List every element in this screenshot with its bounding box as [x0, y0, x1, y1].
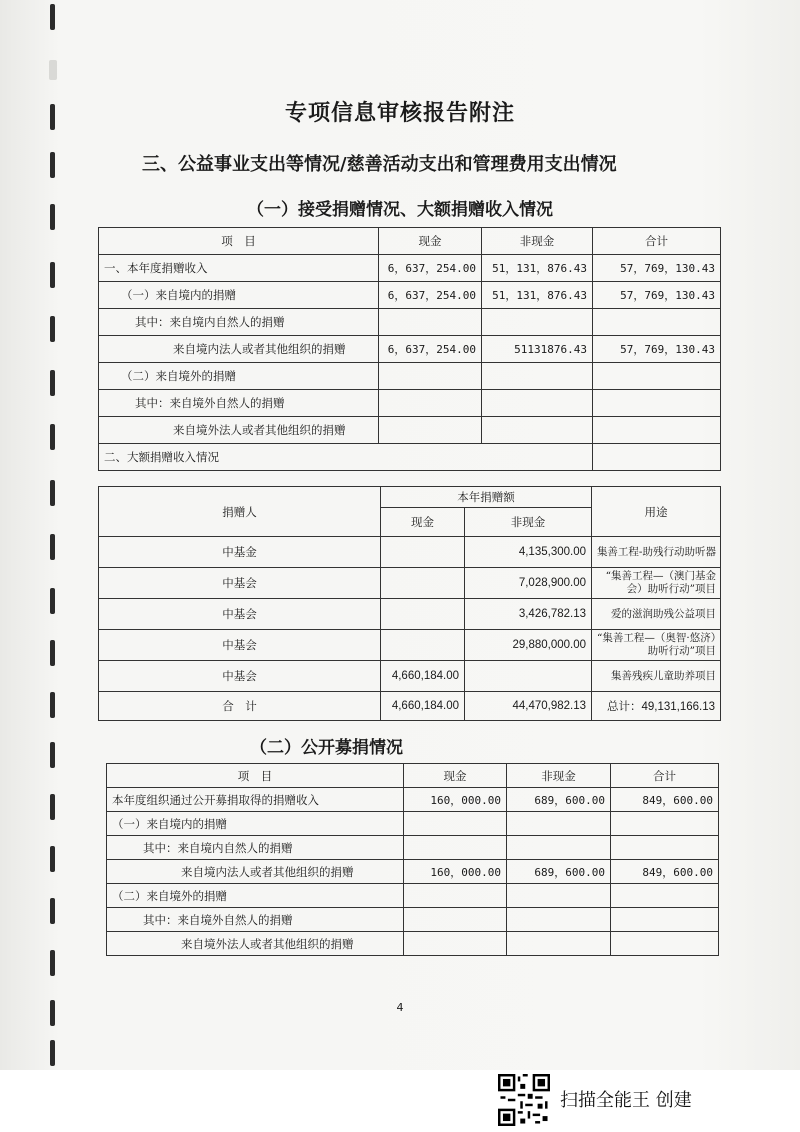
noncash-value: 3,426,782.13	[465, 599, 592, 630]
row-label: 来自境内法人或者其他组织的捐赠	[107, 860, 404, 884]
grand-total: 总计：49,131,166.13	[592, 692, 721, 721]
header-noncash: 非现金	[507, 764, 611, 788]
table-row	[99, 255, 721, 282]
row-label: 其中：来自境内自然人的捐赠	[99, 309, 379, 336]
table-row	[99, 417, 721, 444]
row-label: 来自境内法人或者其他组织的捐赠	[99, 336, 379, 363]
header-donor: 捐赠人	[99, 487, 381, 537]
header-use: 用途	[592, 487, 721, 537]
cash-value	[404, 836, 507, 860]
cash-value	[381, 599, 465, 630]
row-label: （一）来自境内的捐赠	[107, 812, 404, 836]
use-text: “集善工程—（奥智·悠济）助听行动”项目	[592, 630, 721, 661]
noncash-value: 4,135,300.00	[465, 537, 592, 568]
cash-value: 160，000.00	[404, 860, 507, 884]
noncash-value	[482, 309, 593, 336]
use-text: “集善工程—（澳门基金会）助听行动”项目	[592, 568, 721, 599]
noncash-value: 51131876.43	[482, 336, 593, 363]
table-row	[107, 884, 719, 908]
noncash-value	[507, 812, 611, 836]
large-donation-heading: 二、大额捐赠收入情况	[99, 444, 593, 471]
row-label: 其中：来自境内自然人的捐赠	[107, 836, 404, 860]
cash-value: 6，637，254.00	[379, 255, 482, 282]
cash-value	[379, 363, 482, 390]
total-value	[611, 836, 719, 860]
cash-value	[379, 417, 482, 444]
donor-name: 中基会	[99, 661, 381, 692]
cash-value	[404, 908, 507, 932]
noncash-value	[507, 884, 611, 908]
header-cash: 现金	[404, 764, 507, 788]
table-header-row	[99, 228, 721, 255]
header-total: 合计	[611, 764, 719, 788]
table-row	[107, 860, 719, 884]
table-row	[107, 908, 719, 932]
table-total-row	[99, 692, 721, 721]
noncash-value	[465, 661, 592, 692]
subsection-heading-donations: （一）接受捐赠情况、大额捐赠收入情况	[247, 200, 553, 220]
header-item: 项 目	[107, 764, 404, 788]
public-fundraising-table	[106, 763, 719, 956]
noncash-value	[482, 363, 593, 390]
table-row	[99, 630, 721, 661]
table-row	[99, 282, 721, 309]
table-header-row	[107, 764, 719, 788]
cash-value: 6，637，254.00	[379, 282, 482, 309]
total-value: 849，600.00	[611, 860, 719, 884]
total-value	[611, 812, 719, 836]
scanner-app-label: 扫描全能王 创建	[560, 1090, 692, 1111]
total-value: 57，769，130.43	[593, 255, 721, 282]
header-amount: 本年捐赠额	[381, 487, 592, 508]
cash-value	[381, 630, 465, 661]
table-row	[99, 599, 721, 630]
noncash-value: 7,028,900.00	[465, 568, 592, 599]
noncash-value: 51，131，876.43	[482, 255, 593, 282]
table-row	[99, 390, 721, 417]
row-label: （二）来自境外的捐赠	[107, 884, 404, 908]
table-row	[99, 309, 721, 336]
binding-holes	[44, 0, 64, 1070]
header-cash: 现金	[379, 228, 482, 255]
noncash-value: 689，600.00	[507, 788, 611, 812]
section-heading: 三、公益事业支出等情况/慈善活动支出和管理费用支出情况	[142, 154, 617, 175]
page-number: 4	[396, 1001, 404, 1014]
donor-name: 中基会	[99, 630, 381, 661]
subsection-heading-public-fundraising: （二）公开募捐情况	[250, 738, 403, 758]
page-title: 专项信息审核报告附注	[284, 101, 515, 126]
table-row	[107, 788, 719, 812]
row-label: （一）来自境内的捐赠	[99, 282, 379, 309]
total-value	[611, 932, 719, 956]
total-cash: 4,660,184.00	[381, 692, 465, 721]
total-value	[593, 363, 721, 390]
table-row	[107, 836, 719, 860]
row-label: 来自境外法人或者其他组织的捐赠	[107, 932, 404, 956]
total-value	[611, 884, 719, 908]
table-row	[107, 812, 719, 836]
use-text: 爱的滋润助残公益项目	[592, 599, 721, 630]
noncash-value: 689，600.00	[507, 860, 611, 884]
total-value	[593, 417, 721, 444]
total-value	[611, 908, 719, 932]
table-header-row	[99, 487, 721, 508]
header-noncash: 非现金	[482, 228, 593, 255]
cash-value	[381, 568, 465, 599]
noncash-value	[507, 836, 611, 860]
table-row	[99, 363, 721, 390]
header-item: 项 目	[99, 228, 379, 255]
row-label: （二）来自境外的捐赠	[99, 363, 379, 390]
total-value: 849，600.00	[611, 788, 719, 812]
scanner-footer	[0, 1070, 800, 1132]
table-row	[107, 932, 719, 956]
table-row	[99, 444, 721, 471]
table-row	[99, 568, 721, 599]
donor-name: 中基金	[99, 537, 381, 568]
empty-cell	[593, 444, 721, 471]
cash-value	[379, 390, 482, 417]
row-label: 来自境外法人或者其他组织的捐赠	[99, 417, 379, 444]
noncash-value	[507, 932, 611, 956]
total-value	[593, 309, 721, 336]
total-label: 合 计	[99, 692, 381, 721]
total-noncash: 44,470,982.13	[465, 692, 592, 721]
total-value: 57，769，130.43	[593, 336, 721, 363]
donor-name: 中基会	[99, 568, 381, 599]
row-label: 本年度组织通过公开募捐取得的捐赠收入	[107, 788, 404, 812]
noncash-value	[482, 417, 593, 444]
cash-value: 160，000.00	[404, 788, 507, 812]
cash-value	[404, 884, 507, 908]
header-total: 合计	[593, 228, 721, 255]
donor-name: 中基会	[99, 599, 381, 630]
cash-value	[379, 309, 482, 336]
row-label: 一、本年度捐赠收入	[99, 255, 379, 282]
noncash-value	[507, 908, 611, 932]
noncash-value	[482, 390, 593, 417]
cash-value	[404, 812, 507, 836]
cash-value	[404, 932, 507, 956]
use-text: 集善工程-助残行动助听器	[592, 537, 721, 568]
total-value	[593, 390, 721, 417]
row-label: 其中：来自境外自然人的捐赠	[99, 390, 379, 417]
total-value: 57，769，130.43	[593, 282, 721, 309]
donation-income-table	[98, 227, 721, 471]
large-donation-table	[98, 486, 721, 721]
cash-value: 4,660,184.00	[381, 661, 465, 692]
use-text: 集善残疾儿童助养项目	[592, 661, 721, 692]
header-noncash: 非现金	[465, 508, 592, 537]
header-cash: 现金	[381, 508, 465, 537]
row-label: 其中：来自境外自然人的捐赠	[107, 908, 404, 932]
table-row	[99, 537, 721, 568]
cash-value	[381, 537, 465, 568]
noncash-value: 29,880,000.00	[465, 630, 592, 661]
noncash-value: 51，131，876.43	[482, 282, 593, 309]
table-row	[99, 336, 721, 363]
table-row	[99, 661, 721, 692]
cash-value: 6，637，254.00	[379, 336, 482, 363]
qr-code-icon	[498, 1074, 550, 1126]
